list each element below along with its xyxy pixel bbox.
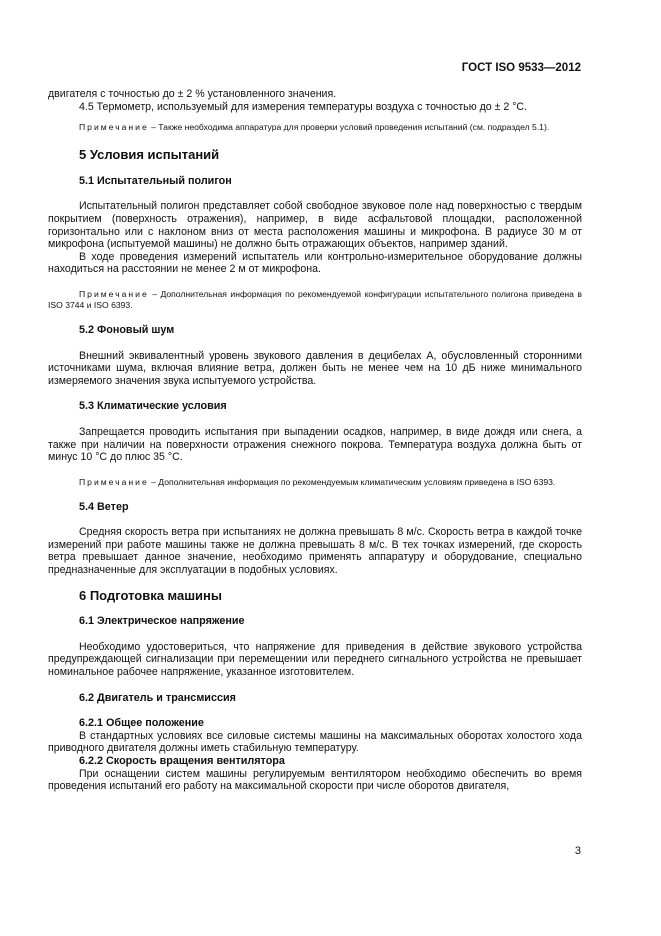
section-6-2-title: 6.2 Двигатель и трансмиссия (79, 691, 236, 704)
section-6-title: 6 Подготовка машины (79, 587, 222, 603)
section-5-2-title: 5.2 Фоновый шум (79, 323, 175, 336)
note-1-text: – Также необходима аппаратура для проверки условий проведения испытаний (см. подраздел 5.1). (148, 122, 550, 133)
section-6-2-2-title: 6.2.2 Скорость вращения вентилятора (79, 755, 285, 767)
page-content (48, 88, 582, 793)
note-label: Примечание (79, 288, 149, 299)
section-5-1-title: 5.1 Испытательный полигон (79, 174, 232, 187)
section-5-title: 5 Условия испытаний (79, 147, 220, 163)
paragraph-intro-2: 4.5 Термометр, используемый для измерения температуры воздуха с точностью до ± 2 °С. (79, 100, 528, 113)
note-2-text: – Дополнительная информация по рекомендуемой конфигурации испытательного полигона приведена в ISO 3744 и ISO 6393. (48, 288, 582, 310)
document-code: ГОСТ ISO 9533—2012 (461, 62, 581, 74)
section-5-4-title: 5.4 Ветер (79, 500, 129, 513)
note-2 (48, 289, 582, 311)
note-1 (48, 122, 582, 133)
section-5-4-paragraph-1: Средняя скорость ветра при испытаниях не должна превышать 8 м/с. Скорость ветра в каждой точке измерений при работе машины также не должна превышать 8 м/с. В тех точках измерений, где скорость ветра превышает данное значение, необходимо применять аппаратуру и оборудование, специально предназначенные для эксплуатации в подобных условиях. (48, 526, 582, 577)
section-5-1-paragraph-1: Испытательный полигон представляет собой свободное звуковое поле над поверхностью с твердым покрытием (поверхность отражения), например, в виде асфальтовой площадки, расположенной горизонтально или с наклоном вниз от места расположения машины и микрофона. В радиусе 30 м от микрофона (испытуемой машины) не должно быть отражающих объектов, например зданий. (48, 200, 582, 251)
note-3 (48, 477, 582, 488)
section-5-3-paragraph-1: Запрещается проводить испытания при выпадении осадков, например, в виде дождя или снега, а также при наличии на поверхности отражения снежного покрова. Температура воздуха должна быть от минус 10 °С до плюс 35 °С. (48, 425, 582, 464)
section-6-2-1-title: 6.2.1 Общее положение (79, 717, 204, 730)
note-3-text: – Дополнительная информация по рекомендуемым климатическим условиям приведена в ISO 6393. (148, 476, 556, 487)
page-number: 3 (574, 845, 581, 857)
paragraph-intro-1: двигателя с точностью до ± 2 % установленного значения. (48, 88, 337, 100)
section-6-1-paragraph-1: Необходимо удостовериться, что напряжение для приведения в действие звукового устройства предупреждающей сигнализации при перемещении или переднего сигнального устройства не превышает номинальное рабочее напряжение, указанное изготовителем. (48, 640, 582, 679)
section-5-2-paragraph-1: Внешний эквивалентный уровень звукового давления в децибелах А, обусловленный сторонними источниками шума, включая влияние ветра, должен быть не менее чем на 10 дБ ниже минимального измеряемого значения звука испытуемого устройства. (48, 349, 582, 387)
section-5-1-paragraph-2: В ходе проведения измерений испытатель или контрольно-измерительное оборудование должны находиться на расстоянии не менее 2 м от микрофона. (48, 250, 582, 276)
section-5-3-title: 5.3 Климатические условия (79, 400, 227, 413)
section-6-2-1-paragraph-1: В стандартных условиях все силовые системы машины на максимальных оборотах холостого хода приводного двигателя должны иметь стабильную температуру. (48, 729, 582, 755)
note-label: Примечание (79, 122, 149, 133)
section-6-1-title: 6.1 Электрическое напряжение (79, 615, 245, 628)
note-label: Примечание (79, 476, 149, 487)
section-6-2-2-paragraph-1: При оснащении систем машины регулируемым вентилятором необходимо обеспечить во время проведения испытаний его работу на максимальной скорости при числе оборотов двигателя, (48, 767, 582, 793)
